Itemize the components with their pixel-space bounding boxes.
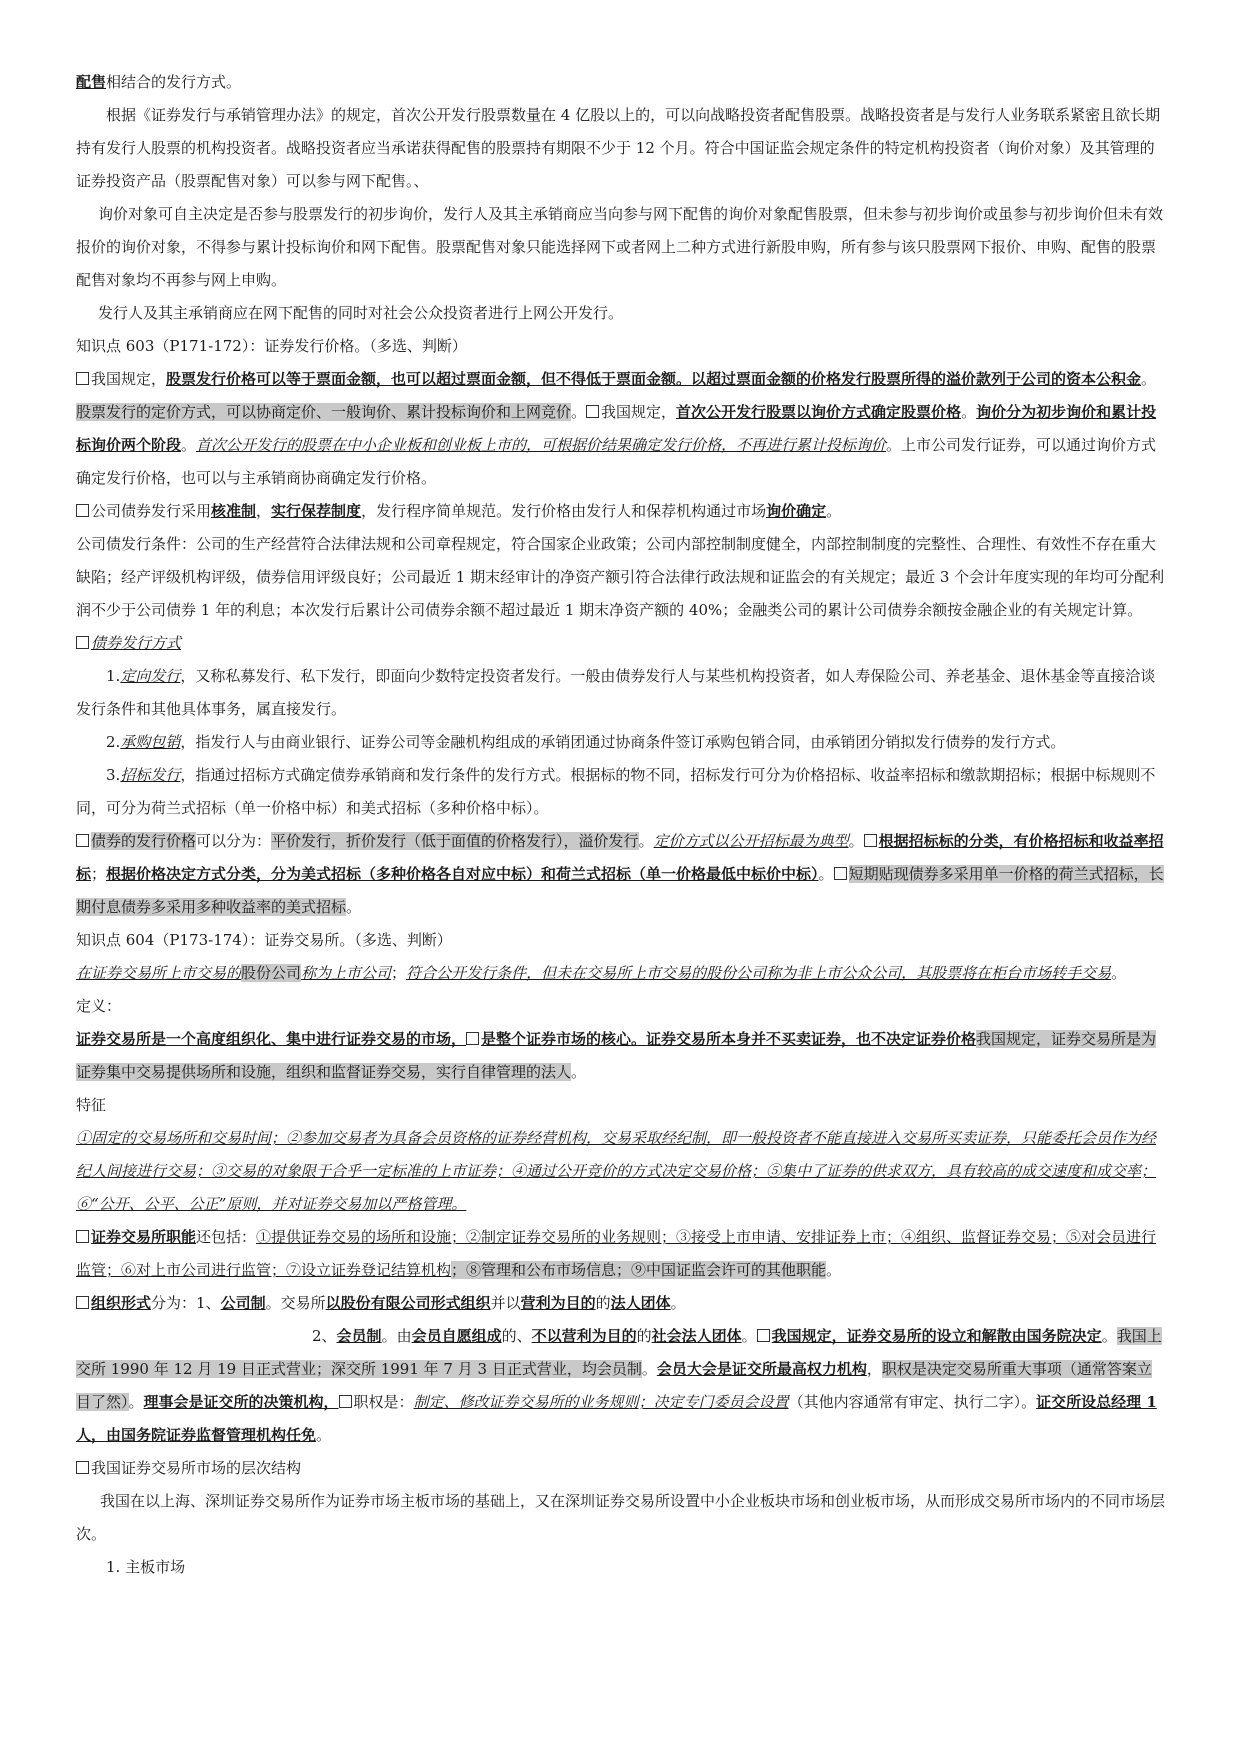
checkbox-icon [76, 834, 89, 847]
section-heading [76, 627, 1166, 660]
text-run: ，又称私募发行、私下发行，即面向少数特定投资者发行。一般由债券发行人与某些机构投资者，如人寿保险公司、养老基金、退休基金等直接洽谈发行条件和其他具体事务，属直接发行。 [76, 667, 1156, 718]
text-run: ， [866, 1360, 882, 1378]
text-run: ；⑧管理和公布市场信息；⑨中国证监会许可的其他职能 [451, 1261, 827, 1279]
text-run: 知识点 603（P171-172）：证券发行价格。（多选、判断） [76, 337, 467, 355]
text-run: 询价确定 [766, 502, 827, 520]
checkbox-icon [76, 1296, 89, 1309]
text-run: 根据价格决定方式分类，分为美式招标（多种价格各自对应中标）和荷兰式招标（单一价格最低中标价中标） [106, 865, 819, 883]
paragraph [76, 396, 1166, 495]
text-run: 我国规定， [976, 1030, 1052, 1048]
text-run: 的 [595, 1294, 611, 1312]
text-run: ①提供证券交易的场所和设施；②制定证券交易所的业务规则；③接受上市申请、安排证券上市；④组织、监督证券交易；⑤对会员进行监管；⑥对上市公司进行监管；⑦设立证券登记结算机构 [76, 1228, 1157, 1279]
text-run: 还包括： [196, 1228, 257, 1246]
text-run: 以股份有限公司形式组织 [325, 1294, 491, 1312]
checkbox-icon [76, 636, 89, 649]
text-run: 。 [1141, 370, 1157, 388]
text-run: 定向发行 [120, 667, 181, 685]
text-run: 特征 [76, 1096, 107, 1114]
text-run: 。 [641, 1360, 657, 1378]
paragraph [76, 198, 1166, 297]
checkbox-icon [76, 1461, 89, 1474]
list-item [76, 726, 1166, 759]
text-run: 知识点 604（P173-174）：证券交易所。（多选、判断） [76, 931, 452, 949]
checkbox-icon [339, 1395, 352, 1408]
text-run: 。 [741, 1327, 757, 1345]
text-run: 定义： [76, 997, 122, 1015]
text-run: 。 [961, 403, 977, 421]
section-heading [76, 1452, 1166, 1485]
text-run: 营利为目的 [520, 1294, 596, 1312]
text-run: 法人团体 [610, 1294, 671, 1312]
paragraph [76, 825, 1166, 924]
text-run: ； [391, 964, 407, 982]
text-run: 证券交易所职能 [91, 1228, 197, 1246]
text-run: 。 [571, 1063, 587, 1081]
text-run: 股票发行的定价方式，可以协商定价、一般询价、累计投标询价和上网竞价 [76, 403, 572, 421]
paragraph [76, 1221, 1166, 1287]
text-run: 发行人及其主承销商应在网下配售的同时对社会公众投资者进行上网公开发行。 [98, 304, 624, 322]
text-run: 。 [848, 832, 864, 850]
text-run: ； [91, 865, 107, 883]
text-run: 根据招标标的分类，有价格招标和收益率招标 [76, 832, 1164, 883]
text-run: 我国在以上海、深圳证券交易所作为证券市场主板市场的基础上，又在深圳证券交易所设置中小企业板块市场和创业板市场，从而形成交易所市场内的不同市场层次。 [76, 1492, 1166, 1543]
text-run: 符合公开发行条件，但未在交易所上市交易的股份公司称为非上市公众公司，其股票将在柜台市场转手交易 [406, 964, 1112, 982]
checkbox-icon [586, 405, 599, 418]
text-run: 称为上市公司 [301, 964, 392, 982]
text-run: 职权是决定交易所重大事项（通常答案立目了然） [76, 1360, 1152, 1411]
paragraph [76, 297, 1166, 330]
text-run: 我国上交所 1990 年 12 月 19 日正式营业；深交所 1991 年 7 月 3 日正式营业，均会员制 [76, 1327, 1162, 1378]
text-run: 是整个证券市场的核心。证券交易所本身并不买卖证券，也不决定证券价格 [481, 1030, 977, 1048]
checkbox-icon [76, 504, 89, 517]
text-run: ①固定的交易场所和交易时间；②参加交易者为具备会员资格的证券经营机构，交易采取经纪制，即一般投资者不能直接进入交易所买卖证券，只能委托会员作为经纪人间接进行交易；③交易的对象限于合乎一定标准的上市证券；④通过公开竞价的方式决定交易价格；⑤集中了证券的供求双方，具有较高的成交速度和成交率；⑥“公开、公平、公正”原则，并对证券交易加以严格管理。 [76, 1129, 1157, 1213]
text-run: 公司债券发行采用 [91, 502, 212, 520]
text-run: ，发行程序简单规范。发行价格由发行人和保荐机构通过市场 [361, 502, 767, 520]
text-run: 我国证券交易所市场的层次结构 [91, 1459, 302, 1477]
text-run: 平价发行，折价发行（低于面值的价格发行），溢价发行 [271, 832, 639, 850]
text-run: 。 [826, 502, 842, 520]
paragraph [76, 66, 1166, 99]
text-run: 的 [636, 1327, 652, 1345]
text-run: 制定、修改证券交易所的业务规则；决定专门委员会设置 [413, 1393, 789, 1411]
text-run: 职权是： [353, 1393, 414, 1411]
text-run: 。 [346, 898, 362, 916]
text-run: 2、 [312, 1327, 337, 1345]
text-run: 。 [571, 403, 587, 421]
checkbox-icon [757, 1329, 770, 1342]
text-run: 3. [106, 766, 121, 784]
text-run: 社会法人团体 [651, 1327, 742, 1345]
text-run: 理事会是证交所的决策机构， [143, 1393, 339, 1411]
text-run: 询价对象可自主决定是否参与股票发行的初步询价，发行人及其主承销商应当向参与网下配售的询价对象配售股票，但未参与初步询价或虽参与初步询价但未有效报价的询价对象，不得参与累计投标询价和网下配售。股票配售对象只能选择网下或者网上二种方式进行新股申购，所有参与该只股票网下报价、申购、配售的股票配售对象均不再参与网上申购。 [76, 205, 1164, 289]
text-run: ，指发行人与由商业银行、证券公司等金融机构组成的承销团通过协商条件签订承购包销合同，由承销团分销拟发行债券的发行方式。 [180, 733, 1066, 751]
text-run: 证券交易所是为证券集中交易提供场所和设施，组织和监督证券交易，实行自律管理的法人 [76, 1030, 1157, 1081]
text-run: 在证券交易所上市交易的 [76, 964, 242, 982]
text-run: 承购包销 [120, 733, 181, 751]
text-run: 会员制 [336, 1327, 382, 1345]
label [76, 990, 1166, 1023]
paragraph [76, 528, 1166, 627]
text-run: 会员自愿组成 [411, 1327, 502, 1345]
knowledge-point-heading [76, 924, 1166, 957]
text-run: 1. [106, 667, 121, 685]
checkbox-icon [76, 372, 89, 385]
document-page [76, 66, 1166, 1584]
text-run: （其他内容通常有审定、执行二字）。 [788, 1393, 1037, 1411]
text-run: 并以 [490, 1294, 521, 1312]
text-run: 股份公司 [241, 964, 302, 982]
text-run: 询价分为初步询价和累计投标询价两个阶段 [76, 403, 1157, 454]
text-run: 首次公开发行的股票在中小企业板和创业板上市的，可根据价结果确定发行价格，不再进行累计投标询价 [196, 436, 887, 454]
paragraph [76, 957, 1166, 990]
text-run: 股票发行价格可以等于票面金额，也可以超过票面金额，但不得低于票面金额。以超过票面金额的价格发行股票所得的溢价款列于公司的资本公积金 [166, 370, 1142, 388]
text-run: 债券的发行价格 [91, 832, 197, 850]
text-run: 。 [826, 1261, 842, 1279]
text-run: 组织形式 [91, 1294, 152, 1312]
text-run: 分为：1、 [151, 1294, 221, 1312]
checkbox-icon [76, 1230, 89, 1243]
text-run: 。上市公司发行证券，可以通过询价方式确定发行价格，也可以与主承销商协商确定发行价格。 [76, 436, 1157, 487]
text-run: 公司制 [220, 1294, 266, 1312]
list-item [76, 759, 1166, 825]
text-run: 。 [670, 1294, 686, 1312]
text-run: 我国规定， [91, 370, 167, 388]
text-run: 配售 [76, 73, 107, 91]
paragraph [76, 1320, 1166, 1452]
text-run: ，指通过招标方式确定债券承销商和发行条件的发行方式。根据标的物不同，招标发行可分为价格招标、收益率招标和缴款期招标；根据中标规则不同，可分为荷兰式招标（单一价格中标）和美式招标（多种价格中标）。 [76, 766, 1156, 817]
text-run: 。 [316, 1426, 332, 1444]
text-run: 。 [1101, 1327, 1117, 1345]
paragraph [76, 99, 1166, 198]
paragraph [76, 1485, 1166, 1551]
text-run: 会员大会是证交所最高权力机构 [656, 1360, 867, 1378]
text-run: 首次公开发行股票以询价方式确定股票价格 [676, 403, 962, 421]
text-run: 定价方式以公开招标最为典型 [653, 832, 849, 850]
paragraph [76, 363, 1166, 396]
label [76, 1089, 1166, 1122]
text-run: 。 [818, 865, 834, 883]
paragraph [76, 1122, 1166, 1221]
paragraph [76, 1023, 1166, 1089]
paragraph [76, 495, 1166, 528]
text-run: 证券交易所是一个高度组织化、集中进行证券交易的市场， [76, 1030, 467, 1048]
list-item [76, 1551, 1166, 1584]
text-run: 。 [128, 1393, 144, 1411]
text-run: 可以分为： [196, 832, 272, 850]
text-run: 。由 [381, 1327, 412, 1345]
checkbox-icon [466, 1032, 479, 1045]
text-run: 相结合的发行方式。 [106, 73, 242, 91]
text-run: 不以营利为目的 [531, 1327, 637, 1345]
text-run: 。 [638, 832, 654, 850]
text-run: 。交易所 [265, 1294, 326, 1312]
text-run: 2. [106, 733, 121, 751]
checkbox-icon [834, 867, 847, 880]
text-run: 我国规定， [601, 403, 677, 421]
text-run: 证交所设总经理 1 人，由国务院证券监督管理机构任免 [76, 1393, 1157, 1444]
text-run: 1. 主板市场 [106, 1558, 186, 1576]
text-run: 招标发行 [120, 766, 181, 784]
text-run: 。 [181, 436, 197, 454]
text-run: 。 [1111, 964, 1127, 982]
list-item [76, 660, 1166, 726]
text-run: 根据《证券发行与承销管理办法》的规定，首次公开发行股票数量在 4 亿股以上的，可以向战略投资者配售股票。战略投资者是与发行人业务联系紧密且欲长期持有发行人股票的机构投资者。战略投资者应当承诺获得配售的股票持有期限不少于 12 个月。符合中国证监会规定条件的特定机构投资者（询价对象）及其管理的证券投资产品（股票配售对象）可以参与网下配售。、 [76, 106, 1161, 190]
text-run: 短期贴现债券多采用单一价格的荷兰式招标，长期付息债券多采用多种收益率的美式招标 [76, 865, 1164, 916]
text-run: 的、 [501, 1327, 532, 1345]
text-run: 实行保荐制度 [271, 502, 362, 520]
text-run: ， [256, 502, 272, 520]
knowledge-point-heading [76, 330, 1166, 363]
paragraph [76, 1287, 1166, 1320]
text-run: 公司债发行条件：公司的生产经营符合法律法规和公司章程规定，符合国家企业政策；公司内部控制制度健全，内部控制制度的完整性、合理性、有效性不存在重大缺陷；经产评级机构评级，债券信用评级良好；公司最近 1 期末经审计的净资产额引符合法律行政法规和证监会的有关规定；最近 3 个会计年度实现的年均可分配利润不少于公司债券 1 年的利息；本次发行后累计公司债券余额不超过最近 1 期末净资产额的 40%；金融类公司的累计公司债券余额按金融企业的有关规定计算。 [76, 535, 1165, 619]
checkbox-icon [864, 834, 877, 847]
text-run: 债券发行方式 [91, 634, 182, 652]
text-run: 我国规定，证券交易所的设立和解散由国务院决定 [771, 1327, 1102, 1345]
text-run: 核准制 [211, 502, 257, 520]
